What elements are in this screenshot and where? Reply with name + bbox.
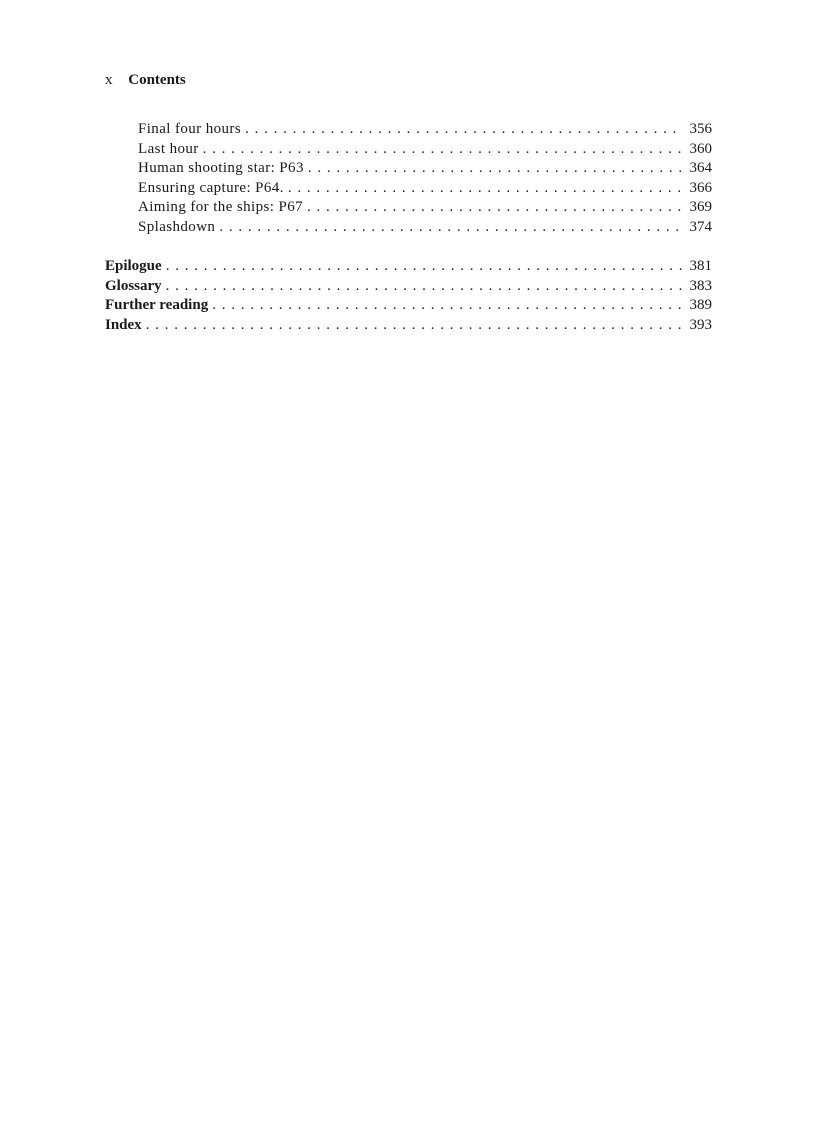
toc-entry[interactable] <box>105 140 712 160</box>
toc-entry-page: 381 <box>689 258 712 274</box>
dot-leader <box>146 316 682 336</box>
toc-entry-page: 383 <box>689 277 712 294</box>
toc-entry-page: 366 <box>689 179 712 196</box>
toc-entry-title: Glossary <box>105 277 162 294</box>
toc-entry-title: Final four hours <box>138 121 242 137</box>
dot-leader <box>245 120 682 140</box>
dot-leader <box>212 296 682 316</box>
toc-entry[interactable] <box>105 179 712 199</box>
toc-entry-title: Ensuring capture: P64. <box>138 179 284 196</box>
toc-entry-title: Splashdown <box>138 218 216 235</box>
toc-entry-page: 393 <box>689 316 712 333</box>
dot-leader <box>166 277 682 297</box>
toc-entry[interactable] <box>105 218 712 238</box>
toc-entry[interactable] <box>105 257 712 277</box>
toc-entry-title: Epilogue <box>105 258 162 274</box>
toc-entry-title: Human shooting star: P63 <box>138 160 304 177</box>
dot-leader <box>219 218 682 238</box>
section-title: Contents <box>128 72 186 88</box>
toc-entry-page: 369 <box>689 199 712 216</box>
dot-leader <box>203 140 682 160</box>
toc-entry-title: Aiming for the ships: P67 <box>138 199 304 216</box>
toc-entry[interactable] <box>105 316 712 336</box>
dot-leader <box>307 198 682 218</box>
toc-entry-title: Last hour <box>138 140 199 157</box>
toc-entry[interactable] <box>105 159 712 179</box>
dot-leader <box>308 159 682 179</box>
toc-entry-page: 360 <box>689 140 712 157</box>
running-head <box>105 70 186 90</box>
toc-entry-page: 389 <box>689 297 712 314</box>
toc-entry-title: Index <box>105 316 142 333</box>
dot-leader <box>288 179 682 199</box>
toc-entry[interactable] <box>105 277 712 297</box>
toc-subsection-list <box>105 120 712 238</box>
toc-entry-page: 364 <box>689 160 712 177</box>
toc-entry[interactable] <box>105 296 712 316</box>
toc-entry-page: 374 <box>689 218 712 235</box>
toc-entry-page: 356 <box>689 121 712 137</box>
toc-chapter-list <box>105 257 712 335</box>
toc-entry[interactable] <box>105 198 712 218</box>
toc-entry-title: Further reading <box>105 297 209 314</box>
toc-entry[interactable] <box>105 120 712 140</box>
page-folio: x <box>105 72 113 88</box>
dot-leader <box>166 257 682 277</box>
